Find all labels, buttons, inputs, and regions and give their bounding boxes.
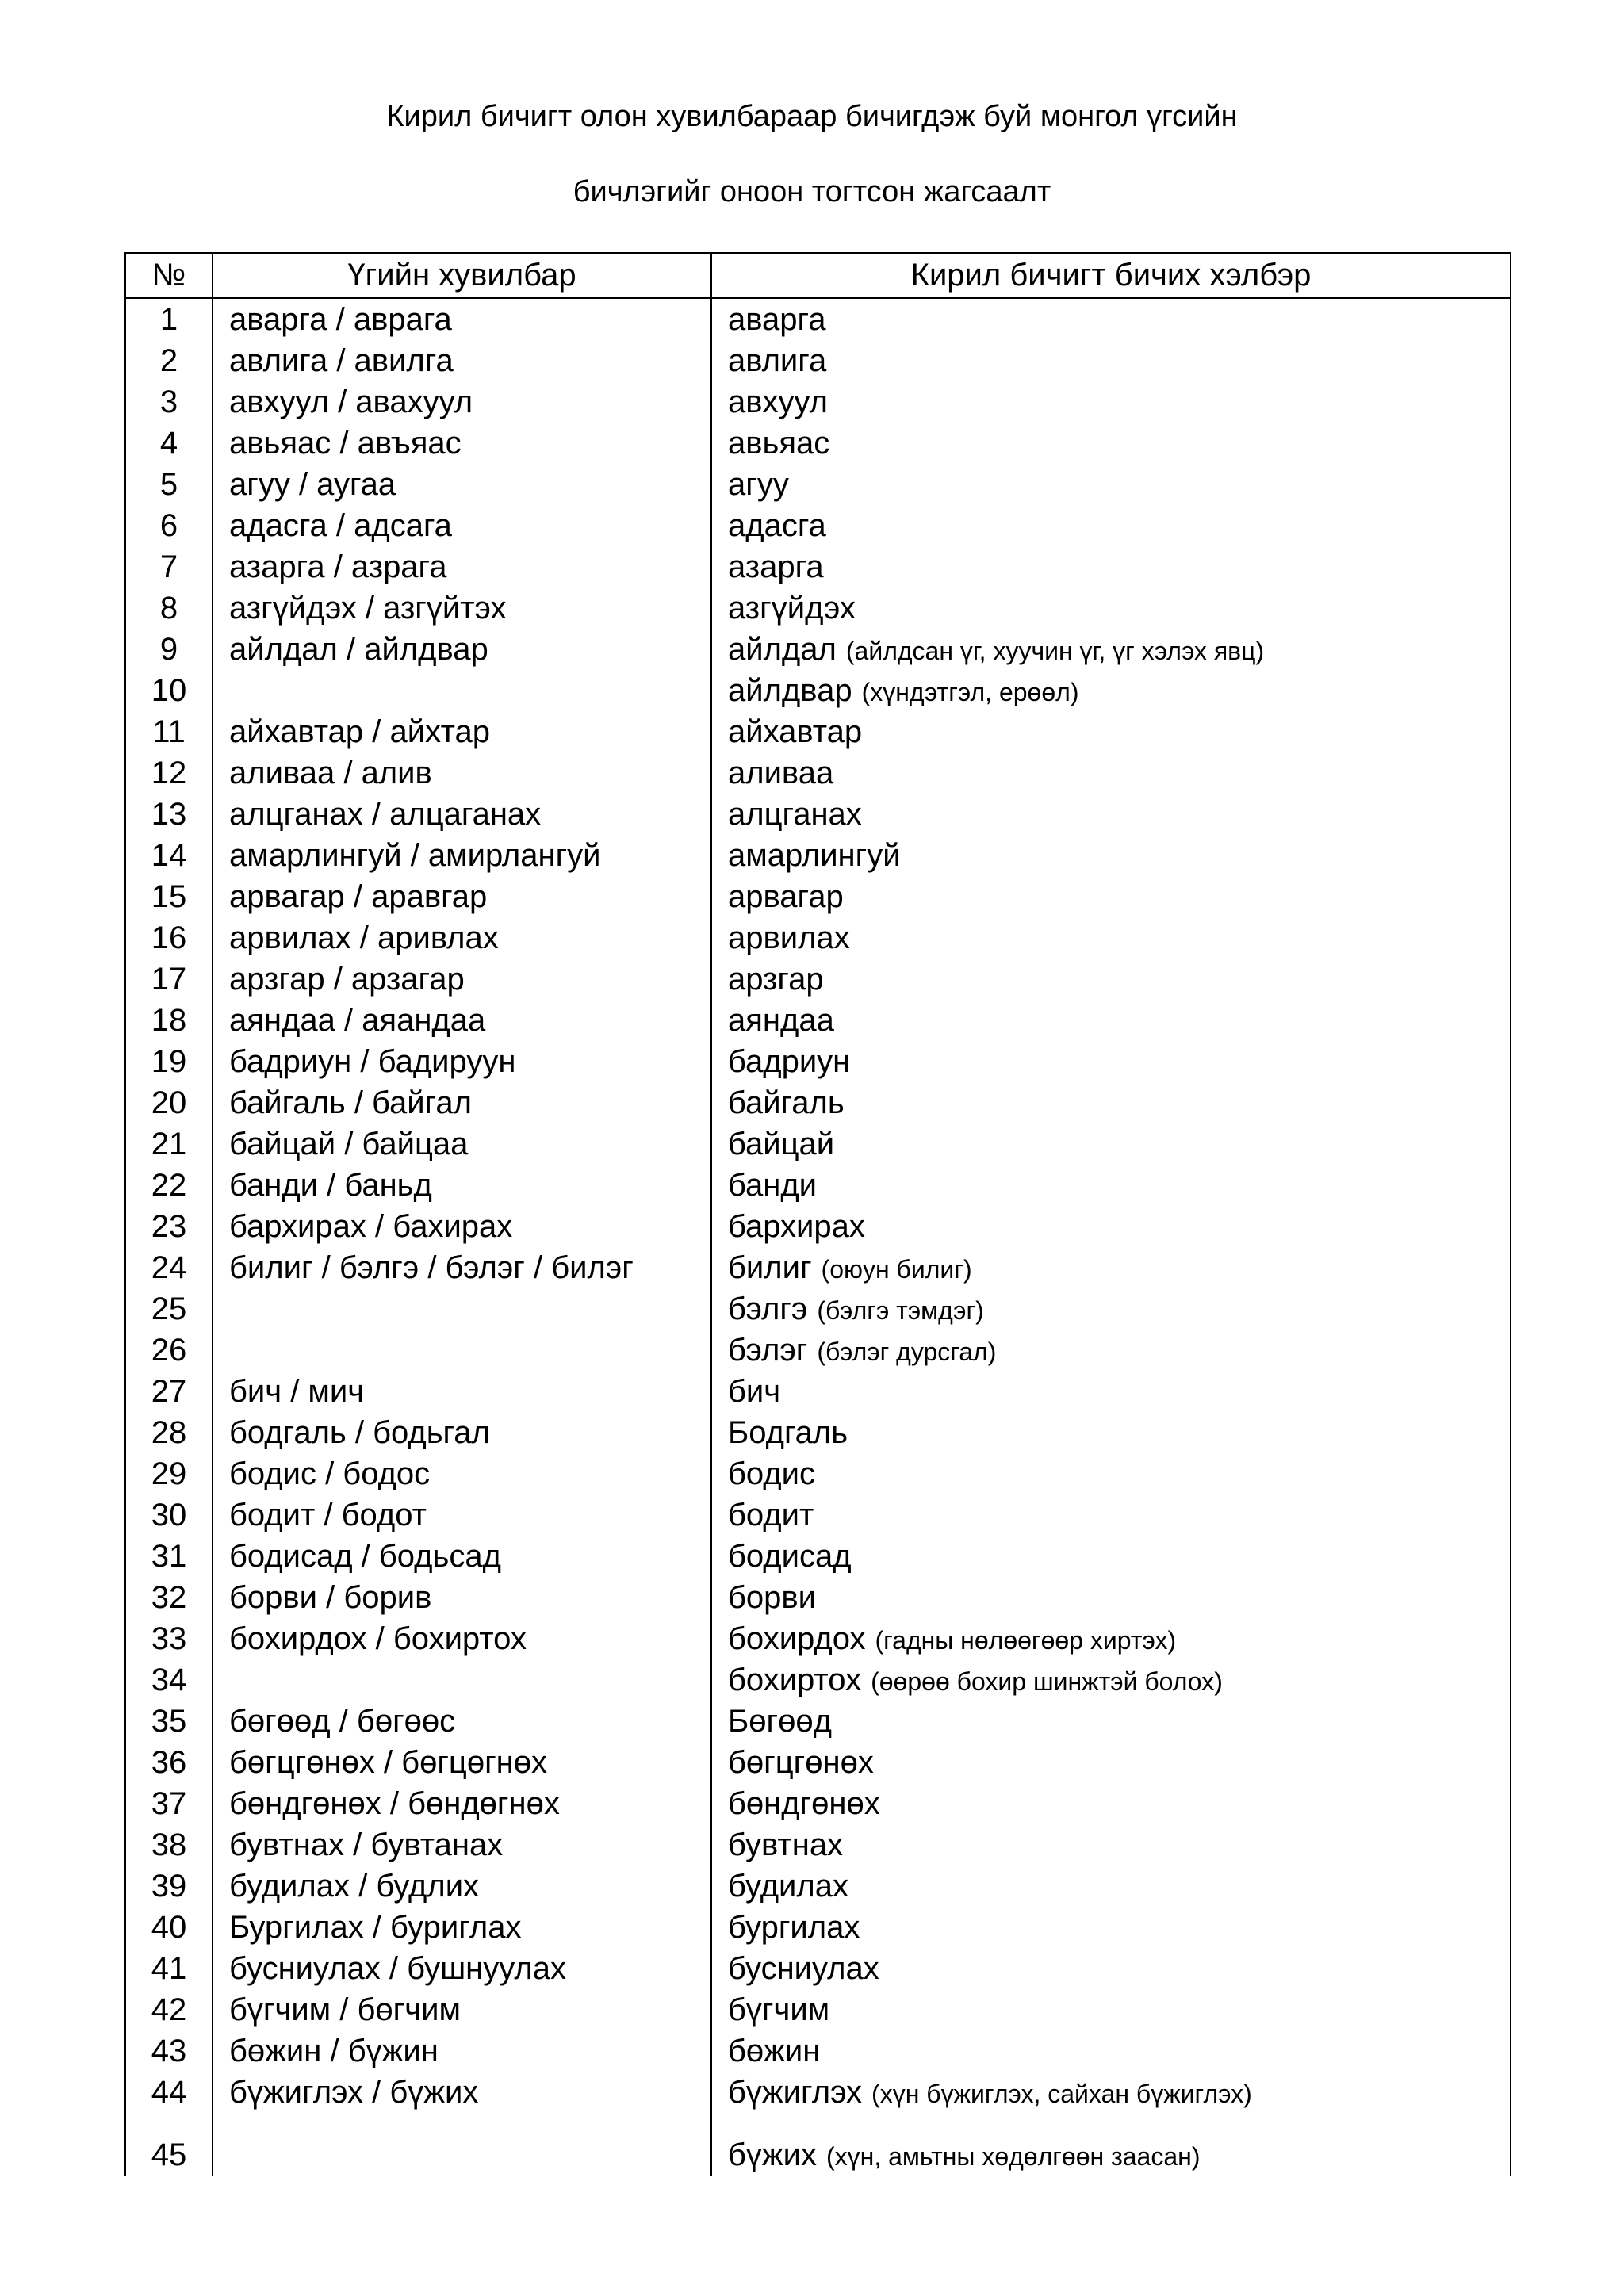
row-number: 20 [125, 1082, 213, 1123]
cyrillic-form-cell [711, 1824, 1511, 1866]
document-title-line-1: Кирил бичигт олон хувилбараар бичигдэж буй монгол үгсийн [386, 100, 1238, 133]
row-number: 33 [125, 1618, 213, 1659]
usage-note: (бэлэг дурсгал) [817, 1337, 997, 1366]
cyrillic-form: бодис [728, 1456, 815, 1491]
table-row [125, 381, 1511, 423]
cyrillic-form-cell [711, 1288, 1511, 1330]
table-row [125, 1412, 1511, 1453]
table-row [125, 1165, 1511, 1206]
table-row [125, 917, 1511, 959]
cyrillic-form: авьяас [728, 425, 830, 461]
cyrillic-form: бүжиглэх [728, 2074, 863, 2110]
table-row [125, 1659, 1511, 1701]
table-row [125, 1618, 1511, 1659]
cyrillic-form-cell [711, 1701, 1511, 1742]
word-variant: аливаа / алив [213, 752, 711, 794]
cyrillic-form: агуу [728, 466, 789, 502]
word-variant: арзгар / арзагар [213, 959, 711, 1000]
cyrillic-form: борви [728, 1579, 816, 1615]
cyrillic-form-cell [711, 1907, 1511, 1948]
table-row [125, 1247, 1511, 1288]
word-variant [213, 1659, 711, 1701]
row-number: 4 [125, 423, 213, 464]
cyrillic-form-cell [711, 298, 1511, 340]
cyrillic-form: бусниулах [728, 1950, 879, 1986]
cyrillic-form: бохирдох [728, 1621, 866, 1656]
table-row [125, 1866, 1511, 1907]
cyrillic-form: билиг [728, 1249, 812, 1285]
cyrillic-form: бувтнах [728, 1827, 844, 1862]
usage-note: (бэлгэ тэмдэг) [817, 1295, 984, 1325]
word-variant: бөгөөд / бөгөөс [213, 1701, 711, 1742]
table-row [125, 1948, 1511, 1989]
table-row [125, 629, 1511, 670]
row-number: 10 [125, 670, 213, 711]
table-row [125, 1082, 1511, 1123]
word-variant: алцганах / алцаганах [213, 794, 711, 835]
cyrillic-form-cell [711, 340, 1511, 381]
table-row [125, 2113, 1511, 2176]
cyrillic-form: бархирах [728, 1208, 865, 1244]
table-row [125, 298, 1511, 340]
row-number: 27 [125, 1371, 213, 1412]
cyrillic-form: аварга [728, 301, 826, 337]
word-variant: авьяас / авъяас [213, 423, 711, 464]
table-row [125, 1330, 1511, 1371]
row-number: 44 [125, 2072, 213, 2113]
cyrillic-form-cell [711, 876, 1511, 917]
cyrillic-form-cell [711, 423, 1511, 464]
row-number: 24 [125, 1247, 213, 1288]
header-number: № [125, 253, 213, 298]
cyrillic-form: алцганах [728, 796, 862, 832]
cyrillic-form: бүжих [728, 2137, 818, 2172]
table-header-row [125, 253, 1511, 298]
table-row [125, 587, 1511, 629]
row-number: 19 [125, 1041, 213, 1082]
row-number: 41 [125, 1948, 213, 1989]
cyrillic-form-cell [711, 1000, 1511, 1041]
word-variant [213, 670, 711, 711]
word-variant: авлига / авилга [213, 340, 711, 381]
cyrillic-form: айлдал [728, 631, 837, 667]
cyrillic-form: арвилах [728, 920, 850, 955]
document-title-line-2: бичлэгийг оноон тогтсон жагсаалт [573, 175, 1051, 209]
cyrillic-form-cell [711, 1618, 1511, 1659]
row-number: 3 [125, 381, 213, 423]
cyrillic-form: байцай [728, 1126, 835, 1161]
word-variant: арвилах / аривлах [213, 917, 711, 959]
table-row [125, 423, 1511, 464]
cyrillic-form-cell [711, 1866, 1511, 1907]
cyrillic-form-cell [711, 1165, 1511, 1206]
word-variant: бүжиглэх / бүжих [213, 2072, 711, 2113]
row-number: 9 [125, 629, 213, 670]
row-number: 31 [125, 1536, 213, 1577]
cyrillic-form-cell [711, 1041, 1511, 1082]
word-variant: амарлингуй / амирлангуй [213, 835, 711, 876]
row-number: 21 [125, 1123, 213, 1165]
row-number: 36 [125, 1742, 213, 1783]
row-number: 22 [125, 1165, 213, 1206]
usage-note: (хүн, амьтны хөдөлгөөн заасан) [826, 2142, 1201, 2171]
table-row [125, 1701, 1511, 1742]
row-number: 34 [125, 1659, 213, 1701]
cyrillic-form-cell [711, 505, 1511, 546]
table-row [125, 1494, 1511, 1536]
cyrillic-form-cell [711, 1659, 1511, 1701]
row-number: 25 [125, 1288, 213, 1330]
cyrillic-form-cell [711, 670, 1511, 711]
cyrillic-form-cell [711, 752, 1511, 794]
cyrillic-form: байгаль [728, 1085, 845, 1120]
row-number: 45 [125, 2113, 213, 2176]
cyrillic-form-cell [711, 2113, 1511, 2176]
cyrillic-form: будилах [728, 1868, 848, 1904]
table-row [125, 2072, 1511, 2113]
table-row [125, 505, 1511, 546]
word-variant: бич / мич [213, 1371, 711, 1412]
word-variant: бөгцгөнөх / бөгцөгнөх [213, 1742, 711, 1783]
cyrillic-form-cell [711, 1206, 1511, 1247]
usage-note: (өөрөө бохир шинжтэй болох) [871, 1667, 1223, 1696]
word-variant: арвагар / аравгар [213, 876, 711, 917]
word-variant: бөжин / бүжин [213, 2030, 711, 2072]
word-variant: борви / борив [213, 1577, 711, 1618]
word-variant: бусниулах / бушнуулах [213, 1948, 711, 1989]
row-number: 26 [125, 1330, 213, 1371]
word-variant: бодит / бодот [213, 1494, 711, 1536]
row-number: 12 [125, 752, 213, 794]
cyrillic-form-cell [711, 2030, 1511, 2072]
header-cyrillic-form: Кирил бичигт бичих хэлбэр [711, 253, 1511, 298]
cyrillic-form-cell [711, 1742, 1511, 1783]
cyrillic-form-cell [711, 1783, 1511, 1824]
table-row [125, 1206, 1511, 1247]
word-variant: байгаль / байгал [213, 1082, 711, 1123]
cyrillic-form-cell [711, 1247, 1511, 1288]
word-variant: адасга / адсага [213, 505, 711, 546]
table-row [125, 670, 1511, 711]
table-row [125, 2030, 1511, 2072]
word-variant: будилах / будлих [213, 1866, 711, 1907]
table-body [125, 298, 1511, 2176]
cyrillic-form: бэлэг [728, 1332, 808, 1368]
usage-note: (хүндэтгэл, ерөөл) [861, 677, 1079, 706]
word-variant: авхуул / авахуул [213, 381, 711, 423]
row-number: 5 [125, 464, 213, 505]
cyrillic-form: бөжин [728, 2033, 821, 2068]
row-number: 23 [125, 1206, 213, 1247]
cyrillic-form: бургилах [728, 1909, 860, 1945]
cyrillic-form-cell [711, 711, 1511, 752]
table-row [125, 752, 1511, 794]
word-variant: бөндгөнөх / бөндөгнөх [213, 1783, 711, 1824]
row-number: 8 [125, 587, 213, 629]
cyrillic-form: бөгцгөнөх [728, 1744, 874, 1780]
row-number: 14 [125, 835, 213, 876]
row-number: 15 [125, 876, 213, 917]
word-variant: бүгчим / бөгчим [213, 1989, 711, 2030]
cyrillic-form-cell [711, 835, 1511, 876]
table-row [125, 711, 1511, 752]
word-variant [213, 2113, 711, 2176]
cyrillic-form-cell [711, 1989, 1511, 2030]
cyrillic-form: аливаа [728, 755, 834, 790]
usage-note: (оюун билиг) [821, 1254, 972, 1284]
row-number: 1 [125, 298, 213, 340]
cyrillic-form: айлдвар [728, 672, 852, 708]
table-row [125, 1742, 1511, 1783]
table-row [125, 959, 1511, 1000]
word-variant: азгүйдэх / азгүйтэх [213, 587, 711, 629]
word-variant [213, 1288, 711, 1330]
word-variant: бохирдох / бохиртох [213, 1618, 711, 1659]
word-variant: агуу / аугаа [213, 464, 711, 505]
cyrillic-form-cell [711, 587, 1511, 629]
table-row [125, 1041, 1511, 1082]
word-variant [213, 1330, 711, 1371]
cyrillic-form: бадриун [728, 1043, 851, 1079]
table-row [125, 876, 1511, 917]
word-variant: бодис / бодос [213, 1453, 711, 1494]
cyrillic-form: бодит [728, 1497, 814, 1533]
row-number: 38 [125, 1824, 213, 1866]
row-number: 17 [125, 959, 213, 1000]
cyrillic-form-cell [711, 1577, 1511, 1618]
cyrillic-form-cell [711, 1123, 1511, 1165]
table-row [125, 1536, 1511, 1577]
cyrillic-form: Бөгөөд [728, 1703, 832, 1739]
cyrillic-form: адасга [728, 507, 826, 543]
cyrillic-form: арвагар [728, 878, 844, 914]
table-row [125, 1577, 1511, 1618]
cyrillic-form: бэлгэ [728, 1291, 808, 1326]
cyrillic-form-cell [711, 1948, 1511, 1989]
row-number: 6 [125, 505, 213, 546]
row-number: 18 [125, 1000, 213, 1041]
table-row [125, 1907, 1511, 1948]
cyrillic-form: бүгчим [728, 1992, 830, 2027]
table-row [125, 1824, 1511, 1866]
cyrillic-form: арзгар [728, 961, 824, 997]
word-variant: Бургилах / буриглах [213, 1907, 711, 1948]
cyrillic-form: айхавтар [728, 714, 863, 749]
cyrillic-form-cell [711, 1412, 1511, 1453]
row-number: 29 [125, 1453, 213, 1494]
row-number: 16 [125, 917, 213, 959]
word-variant: айхавтар / айхтар [213, 711, 711, 752]
word-variant: бодгаль / бодьгал [213, 1412, 711, 1453]
cyrillic-form: бохиртох [728, 1662, 862, 1697]
table-row [125, 1371, 1511, 1412]
word-variant: бувтнах / бувтанах [213, 1824, 711, 1866]
cyrillic-form: авхуул [728, 384, 828, 419]
cyrillic-form: банди [728, 1167, 818, 1203]
word-variant: байцай / байцаа [213, 1123, 711, 1165]
table-row [125, 1123, 1511, 1165]
row-number: 13 [125, 794, 213, 835]
table-row [125, 546, 1511, 587]
table-row [125, 1989, 1511, 2030]
cyrillic-form-cell [711, 1536, 1511, 1577]
word-variant: бадриун / бадируун [213, 1041, 711, 1082]
cyrillic-form-cell [711, 794, 1511, 835]
cyrillic-form-cell [711, 959, 1511, 1000]
table-row [125, 1783, 1511, 1824]
table-row [125, 1288, 1511, 1330]
cyrillic-form-cell [711, 1330, 1511, 1371]
table-row [125, 464, 1511, 505]
row-number: 37 [125, 1783, 213, 1824]
word-variants-table [124, 252, 1511, 2176]
table-row [125, 835, 1511, 876]
word-variant: айлдал / айлдвар [213, 629, 711, 670]
table-row [125, 1000, 1511, 1041]
row-number: 39 [125, 1866, 213, 1907]
cyrillic-form-cell [711, 629, 1511, 670]
row-number: 2 [125, 340, 213, 381]
usage-note: (гадны нөлөөгөөр хиртэх) [875, 1625, 1177, 1655]
table-row [125, 794, 1511, 835]
cyrillic-form: аяндаа [728, 1002, 834, 1038]
header-word-variant: Үгийн хувилбар [213, 253, 711, 298]
cyrillic-form: бодисад [728, 1538, 852, 1574]
cyrillic-form: Бодгаль [728, 1414, 848, 1450]
word-variant: билиг / бэлгэ / бэлэг / билэг [213, 1247, 711, 1288]
word-variant: азарга / азрага [213, 546, 711, 587]
cyrillic-form-cell [711, 917, 1511, 959]
row-number: 30 [125, 1494, 213, 1536]
cyrillic-form-cell [711, 1082, 1511, 1123]
row-number: 28 [125, 1412, 213, 1453]
word-variant: бархирах / бахирах [213, 1206, 711, 1247]
cyrillic-form-cell [711, 1453, 1511, 1494]
word-variant: банди / баньд [213, 1165, 711, 1206]
row-number: 43 [125, 2030, 213, 2072]
cyrillic-form: бич [728, 1373, 781, 1409]
row-number: 32 [125, 1577, 213, 1618]
row-number: 7 [125, 546, 213, 587]
table-row [125, 340, 1511, 381]
cyrillic-form-cell [711, 1371, 1511, 1412]
cyrillic-form: азарга [728, 549, 824, 584]
cyrillic-form: авлига [728, 342, 827, 378]
cyrillic-form: бөндгөнөх [728, 1785, 880, 1821]
word-variant: бодисад / бодьсад [213, 1536, 711, 1577]
row-number: 42 [125, 1989, 213, 2030]
usage-note: (хүн бүжиглэх, сайхан бүжиглэх) [871, 2079, 1252, 2108]
word-variant: аварга / аврага [213, 298, 711, 340]
cyrillic-form-cell [711, 464, 1511, 505]
cyrillic-form-cell [711, 1494, 1511, 1536]
cyrillic-form: азгүйдэх [728, 590, 856, 626]
table-row [125, 1453, 1511, 1494]
usage-note: (айлдсан үг, хуучин үг, үг хэлэх явц) [845, 636, 1265, 665]
cyrillic-form: амарлингуй [728, 837, 901, 873]
cyrillic-form-cell [711, 381, 1511, 423]
row-number: 35 [125, 1701, 213, 1742]
word-variant: аяндаа / аяандаа [213, 1000, 711, 1041]
cyrillic-form-cell [711, 546, 1511, 587]
row-number: 11 [125, 711, 213, 752]
row-number: 40 [125, 1907, 213, 1948]
cyrillic-form-cell [711, 2072, 1511, 2113]
